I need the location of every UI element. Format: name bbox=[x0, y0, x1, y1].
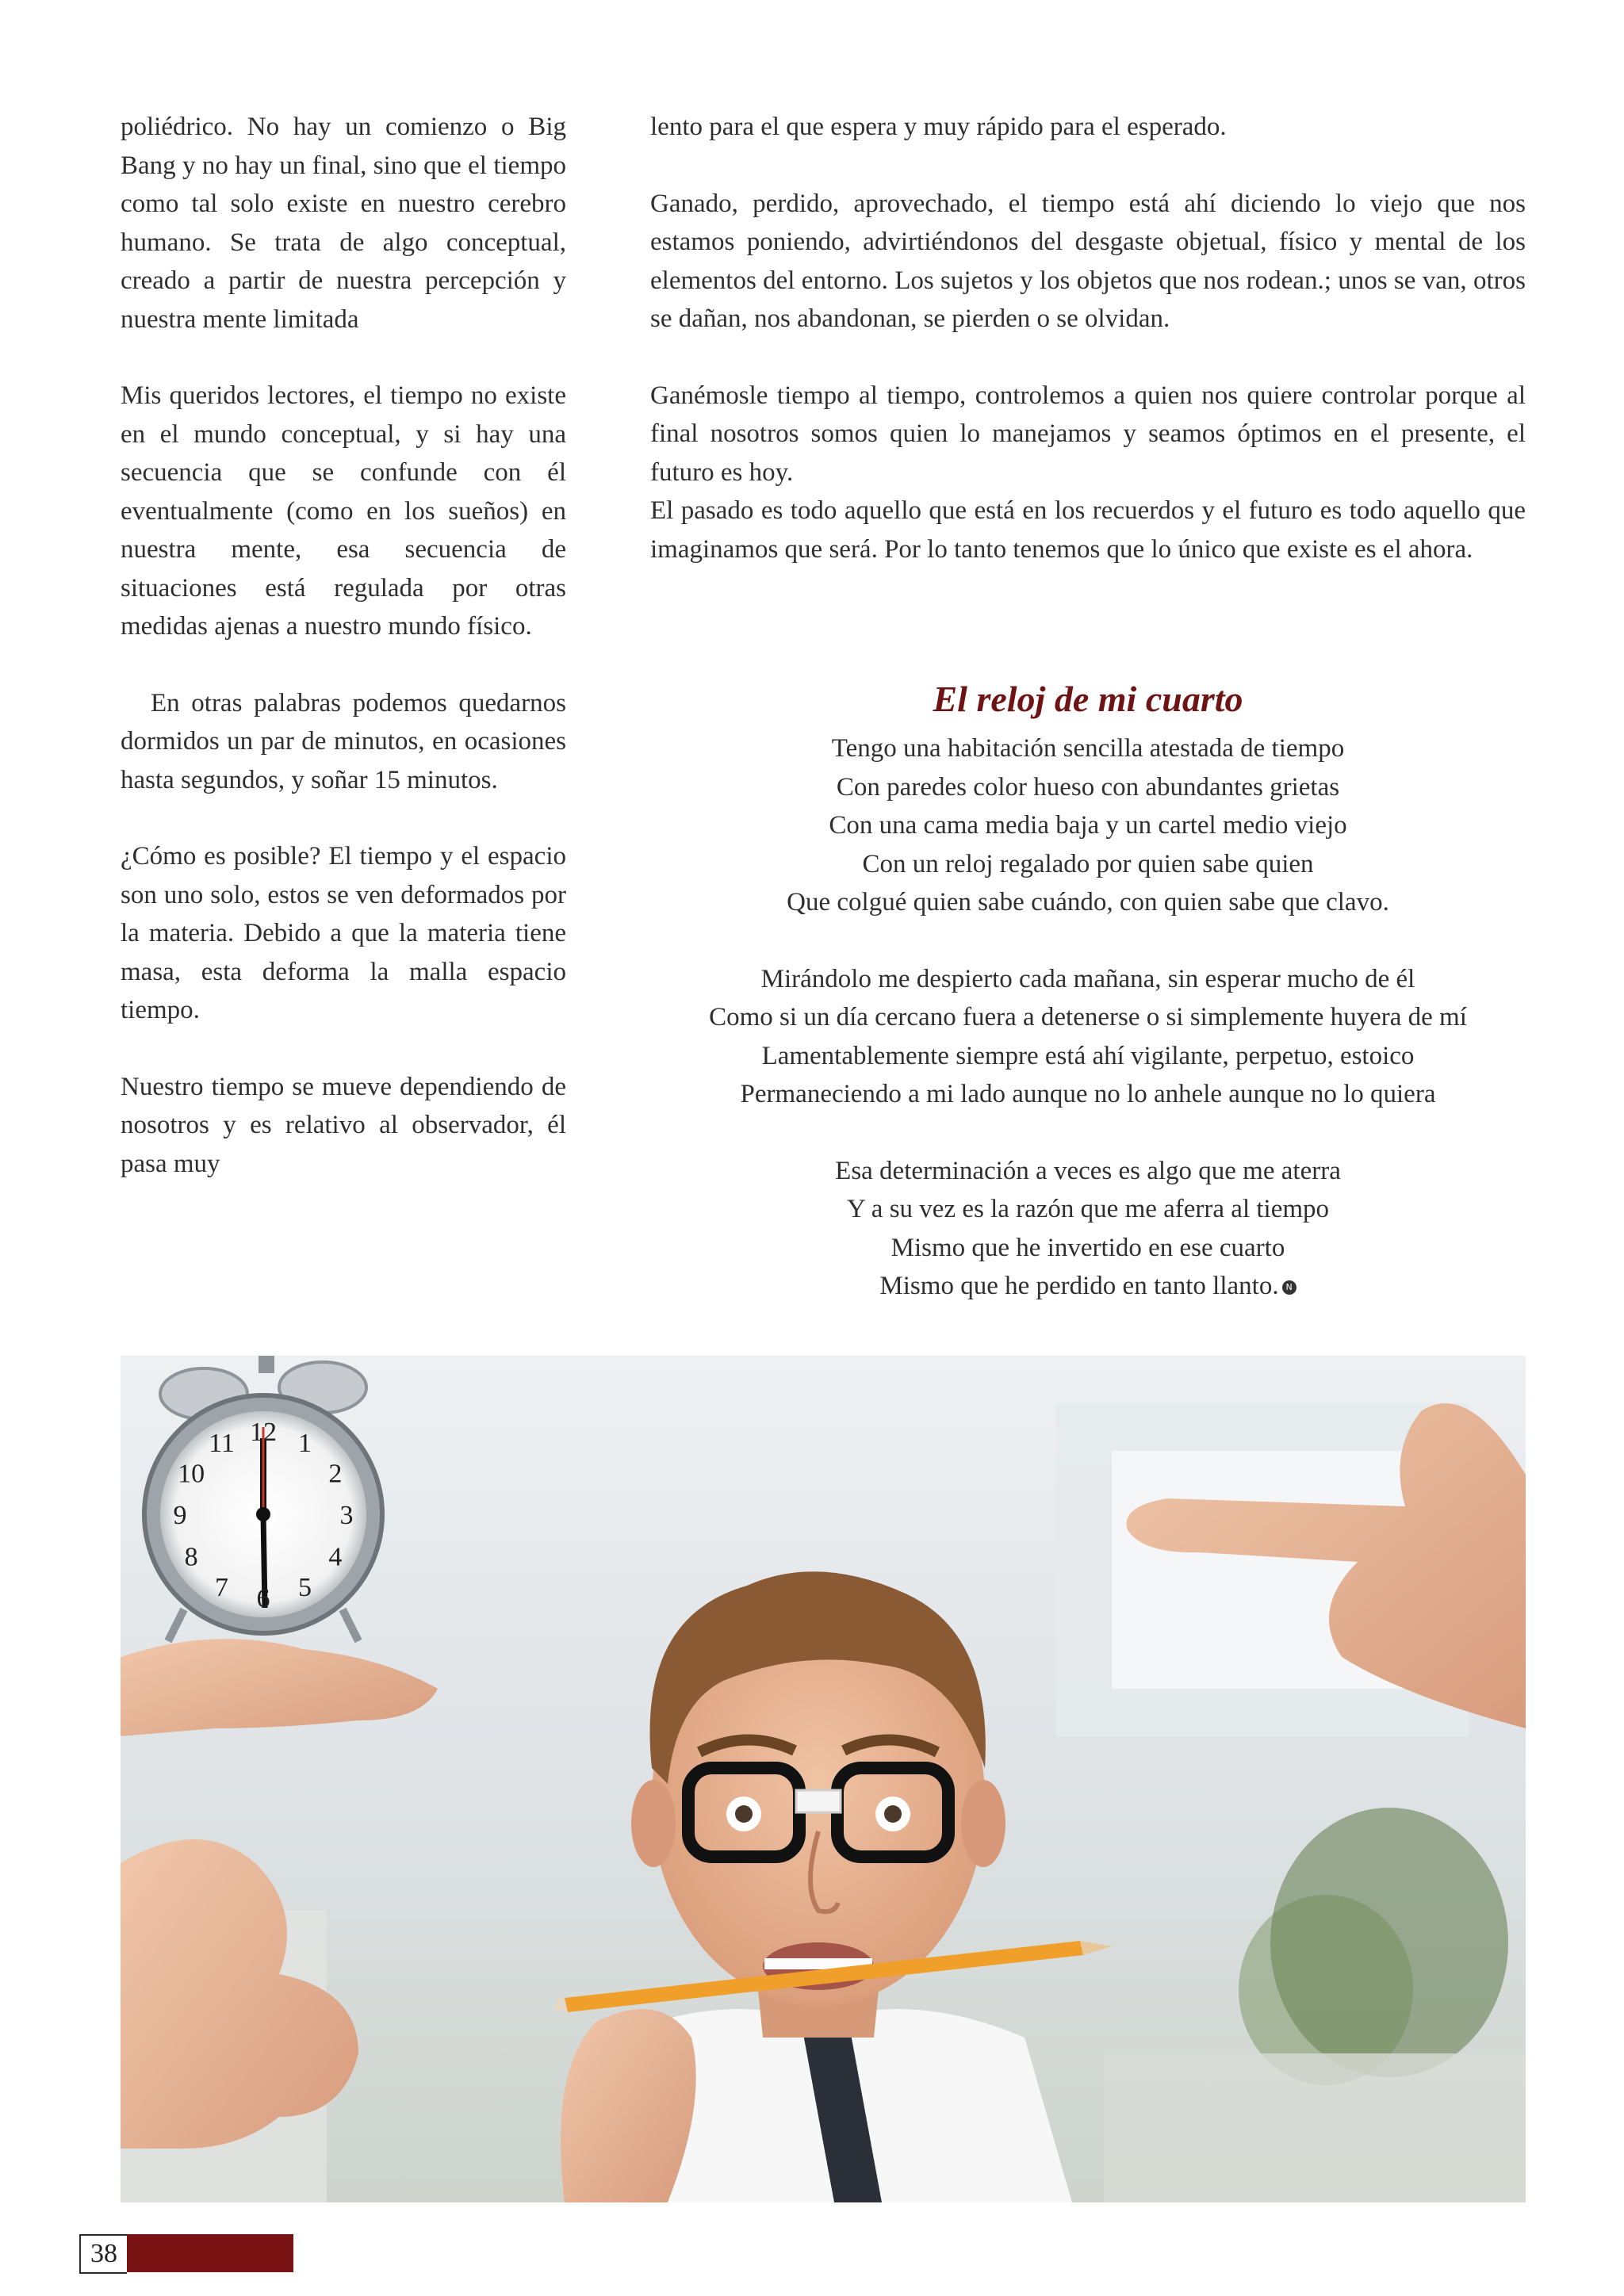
left-paragraph-5: Nuestro tiempo se mueve dependiendo de nosotros y es relativo al observador, él pasa muy bbox=[121, 1072, 566, 1178]
left-paragraph-3: En otras palabras podemos quedarnos dormidos un par de minutos, en ocasiones hasta segundos, y soñar 15 minutos. bbox=[121, 688, 566, 794]
clock-numeral: 11 bbox=[209, 1429, 235, 1459]
poem-line: Con una cama media baja y un cartel medio viejo bbox=[829, 811, 1347, 840]
clock-numeral: 6 bbox=[256, 1584, 270, 1613]
poem-stanza-1 bbox=[619, 729, 1557, 922]
clock-numeral: 1 bbox=[298, 1429, 312, 1459]
article-photo bbox=[121, 1356, 1526, 2202]
page-number: 38 bbox=[79, 2234, 127, 2274]
poem-line: Tengo una habitación sencilla atestada de tiempo bbox=[831, 734, 1345, 763]
clock-numeral: 7 bbox=[215, 1572, 228, 1602]
poem-line: Esa determinación a veces es algo que me aterra bbox=[835, 1156, 1341, 1185]
poem-line: Mismo que he invertido en ese cuarto bbox=[891, 1233, 1285, 1262]
left-column bbox=[121, 108, 566, 1221]
clock-numeral: 8 bbox=[184, 1542, 198, 1572]
clock-numeral: 5 bbox=[298, 1572, 312, 1602]
poem-line: Con paredes color hueso con abundantes grietas bbox=[836, 772, 1340, 802]
poem-title: El reloj de mi cuarto bbox=[933, 679, 1243, 719]
left-paragraph-4: ¿Cómo es posible? El tiempo y el espacio son uno solo, estos se ven deformados por la materia. Debido a que la materia tiene masa, esta deforma la malla espacio tiempo. bbox=[121, 842, 566, 1024]
right-paragraph-3: Ganémosle tiempo al tiempo, controlemos a quien nos quiere controlar porque al final nosotros somos quien lo manejamos y seamos óptimos en el presente, el futuro es hoy. bbox=[650, 381, 1526, 487]
end-of-article-icon: N bbox=[1282, 1280, 1297, 1295]
clock-numeral: 10 bbox=[178, 1459, 205, 1489]
alarm-clock-icon bbox=[144, 1356, 382, 1641]
poem-line: Permaneciendo a mi lado aunque no lo anhele aunque no lo quiera bbox=[740, 1080, 1436, 1108]
poem-line: Que colgué quien sabe cuándo, con quien sabe que clavo. bbox=[787, 888, 1389, 916]
right-column bbox=[650, 108, 1526, 607]
clock-numeral: 2 bbox=[328, 1459, 343, 1489]
poem-stanza-3 bbox=[619, 1152, 1557, 1306]
left-paragraph-1: poliédrico. No hay un comienzo o Big Bang y no hay un final, sino que el tiempo como tal solo existe en nuestro cerebro humano. Se trata de algo conceptual, creado a partir de nuestra percepción y nuestra mente limitada bbox=[121, 113, 566, 334]
right-paragraph-4: El pasado es todo aquello que está en los recuerdos y el futuro es todo aquello que imaginamos que será. Por lo tanto tenemos que lo único que existe es el ahora. bbox=[650, 496, 1526, 564]
clock-numeral: 3 bbox=[339, 1501, 354, 1530]
clock-numeral: 4 bbox=[328, 1542, 343, 1572]
right-paragraph-2: Ganado, perdido, aprovechado, el tiempo está ahí diciendo lo viejo que nos estamos poniendo, advirtiéndonos del desgaste objetual, físico y mental de los elementos del entorno. Los sujetos y los objetos que nos rodean.; unos se van, otros se dañan, nos abandonan, se pierden o se olvidan. bbox=[650, 189, 1526, 333]
poem bbox=[619, 729, 1557, 1344]
right-paragraph-1: lento para el que espera y muy rápido para el esperado. bbox=[650, 113, 1227, 141]
poem-line bbox=[619, 1267, 1557, 1306]
clock-numeral: 12 bbox=[250, 1418, 277, 1447]
poem-line: Y a su vez es la razón que me aferra al tiempo bbox=[846, 1195, 1330, 1223]
poem-line: Mirándolo me despierto cada mañana, sin esperar mucho de él bbox=[760, 964, 1415, 993]
poem-line: Lamentablemente siempre está ahí vigilante, perpetuo, estoico bbox=[761, 1041, 1415, 1070]
poem-line: Con un reloj regalado por quien sabe quien bbox=[862, 849, 1314, 878]
poem-line: Como si un día cercano fuera a detenerse o si simplemente huyera de mí bbox=[709, 1003, 1467, 1031]
poem-stanza-2 bbox=[619, 960, 1557, 1114]
poem-last-line: Mismo que he perdido en tanto llanto. bbox=[879, 1272, 1279, 1300]
clock-numeral: 9 bbox=[173, 1501, 187, 1530]
left-paragraph-2: Mis queridos lectores, el tiempo no existe en el mundo conceptual, y si hay una secuencia que se confunde con él eventualmente (como en los sueños) en nuestra mente, esa secuencia de situaciones está regulada por otras medidas ajenas a nuestro mundo físico. bbox=[121, 381, 566, 641]
